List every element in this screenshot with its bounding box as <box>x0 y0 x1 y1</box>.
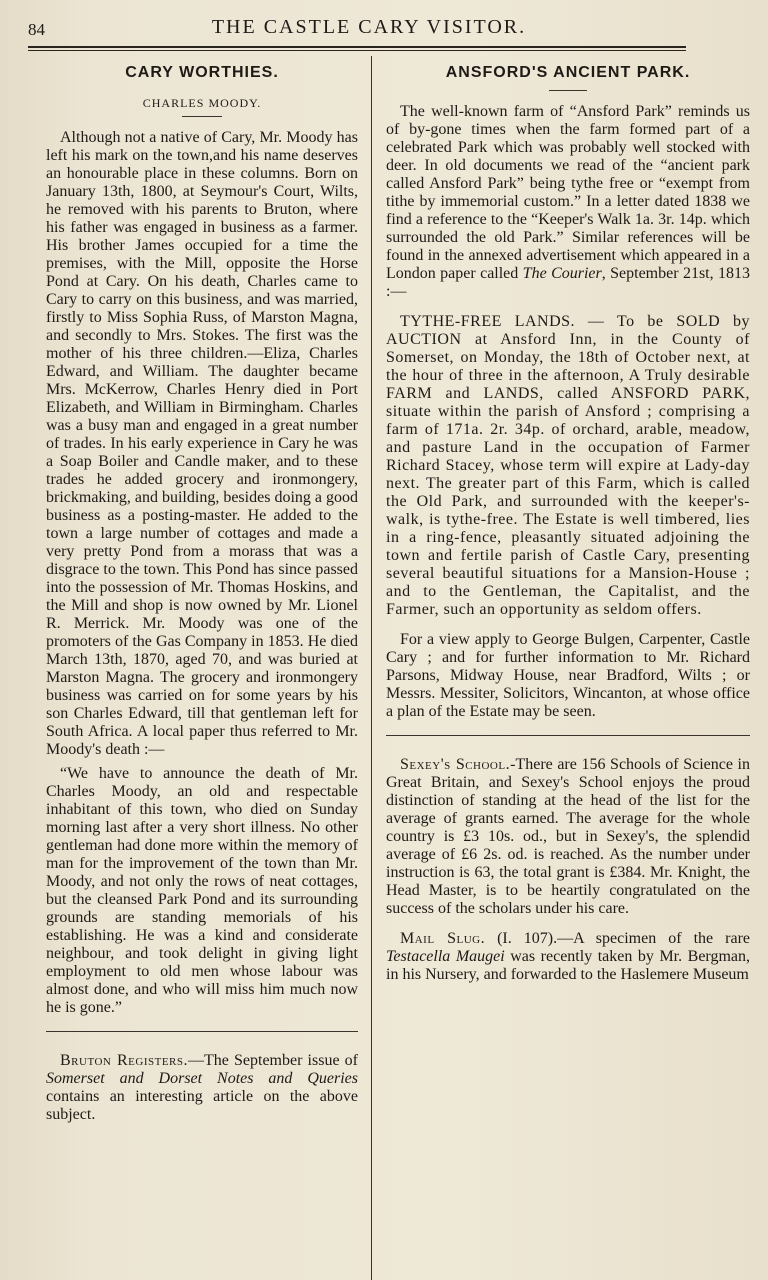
sexeys-school-label: Sexey's School. <box>400 756 511 773</box>
right-column <box>386 60 750 1280</box>
running-title: THE CASTLE CARY VISITOR. <box>211 16 527 38</box>
bruton-registers-paragraph <box>46 1052 358 1124</box>
mail-slug-paragraph <box>386 930 750 984</box>
bruton-text-b: contains an interesting article on the above subject. <box>46 1088 358 1123</box>
article-subtitle-charles-moody: CHARLES MOODY. <box>142 96 262 110</box>
page-number: 84 <box>28 20 45 39</box>
sexeys-school-paragraph <box>386 756 750 918</box>
bruton-journal-title: Somerset and Dorset Notes and Queries <box>46 1070 358 1087</box>
moody-quote-paragraph: “We have to announce the death of Mr. Charles Moody, an old and respectable inhabitant of this town, who died on Sunday morning last after a very short illness. No other gentleman had done more within the memory of man for the improvement of the town than Mr. Moody, and not only the rows of neat cottages, but the cleansed Park Pond and its surrounding grounds are standing memorials of his establishing. He was a kind and considerate neighbour, and took delight in giving light employment to old men whose labour was almost done, and who will miss him much now he is gone.” <box>46 765 358 1016</box>
ansford-p1-text-b: , September 21st, 1813 :— <box>386 265 750 300</box>
title-dash-rule <box>549 90 587 91</box>
bruton-text-a: —The September issue of <box>188 1052 358 1069</box>
courier-title: The Courier <box>522 265 602 282</box>
column-divider <box>371 56 372 1280</box>
mail-slug-text-a: (I. 107).—A specimen of the rare <box>485 930 750 947</box>
auction-contact-paragraph: For a view apply to George Bulgen, Carpenter, Castle Cary ; and for further information to Mr. Richard Parsons, Midway House, near Bradford, Wilts ; or Messrs. Messiter, Solicitors, Wincanton, at whose office a plan of the Estate may be seen. <box>386 631 750 720</box>
bruton-registers-label: Bruton Registers. <box>60 1052 188 1069</box>
spacer <box>386 619 750 631</box>
article-title-ansford-park: ANSFORD'S ANCIENT PARK. <box>445 64 691 81</box>
spacer <box>386 918 750 930</box>
moody-paragraph-1: Although not a native of Cary, Mr. Moody has left his mark on the town,and his name deserves an honourable place in these columns. Born on January 13th, 1800, at Seymour's Court, Wilts, he removed with his parents to Bruton, where his father was engaged in business as a farmer. His brother James occupied for a time the premises, with the Mill, opposite the Horse Pond at Cary. On his death, Charles came to Cary to carry on this business, and was married, firstly to Miss Sophia Russ, of Marston Magna, and secondly to Mrs. Stokes. The first was the mother of his three children.—Eliza, Charles Edward, and William. The daughter became Mrs. McKerrow, Charles Henry died in Port Elizabeth, and William in Birmingham. Charles was a busy man and engaged in a great number of trades. In his early experience in Cary he was a Soap Boiler and Candle maker, and to these trades he added grocery and ironmongery, brickmaking, and building, besides doing a good business as a posting-master. He added to the town a large number of cottages and made a very pretty Pond from a morass that was a disgrace to the town. This Pond has since passed into the possession of Mr. Thomas Hoskins, and the Mill and shop is now owned by Mr. Lionel R. Merrick. Mr. Moody was one of the promoters of the Gas Company in 1853. He died March 13th, 1870, aged 70, and was buried at Marston Magna. The grocery and ironmongery business was carried on for some years by his son Charles Edward, till that gentleman left for South Africa. A local paper thus referred to Mr. Moody's death :— <box>46 129 358 758</box>
header-rule <box>28 46 686 51</box>
spacer <box>386 301 750 313</box>
mail-slug-text-b: was recently taken by Mr. Bergman, in his Nursery, and forwarded to the Haslemere Museum <box>386 948 751 983</box>
left-column <box>46 60 358 1280</box>
running-header <box>24 12 714 40</box>
section-rule <box>386 735 750 748</box>
sexeys-school-text: -There are 156 Schools of Science in Great Britain, and Sexey's School enjoys the proud distinction of standing at the head of the list for the average of grants earned. The average for the whole country is £3 10s. od., but in Sexey's, the splendid average of £6 2s. od. is reached. As the number under instruction is 63, the total grant is £384. Mr. Knight, the Head Master, is to be heartily congratulated on the success of the scholars under his care. <box>386 756 751 917</box>
testacella-name: Testacella Maugei <box>386 948 505 965</box>
section-rule <box>46 1031 358 1044</box>
article-title-cary-worthies: CARY WORTHIES. <box>125 64 279 81</box>
ansford-paragraph-1 <box>386 103 750 301</box>
ansford-p1-text-a: The well-known farm of “Ansford Park” reminds us of by-gone times when the farm formed part of a celebrated Park which was probably well stocked with deer. In old documents we read of the “ancient park called Ansford Park” being tythe free or “exempt from tithe by immemorial custom.” In a letter dated 1838 we find a reference to the “Keeper's Walk 1a. 3r. 14p. which surrounded the old Park.” Similar references will be found in the annexed advertisement which appeared in a London paper called <box>386 103 750 282</box>
mail-slug-label: Mail Slug. <box>400 930 486 947</box>
auction-advertisement-paragraph: TYTHE-FREE LANDS. — To be SOLD by AUCTION at Ansford Inn, in the County of Somerset, on Monday, the 18th of October next, at the hour of three in the afternoon, A Truly desirable FARM and LANDS, called ANSFORD PARK, situate within the parish of Ansford ; comprising a farm of 171a. 2r. 34p. of orchard, arable, meadow, and pasture Land in the occupation of Farmer Richard Stacey, whose term will expire at Lady-day next. The greater part of this Farm, which is called the Old Park, and surrounded with the keeper's-walk, is tythe-free. The Estate is well timbered, lies in a ring-fence, pleasantly situated adjoining the town and fertile parish of Castle Cary, presenting several beautiful situations for a Mansion-House ; and to the Gentleman, the Capitalist, and the Farmer, such an opportunity as seldom offers. <box>386 313 750 618</box>
